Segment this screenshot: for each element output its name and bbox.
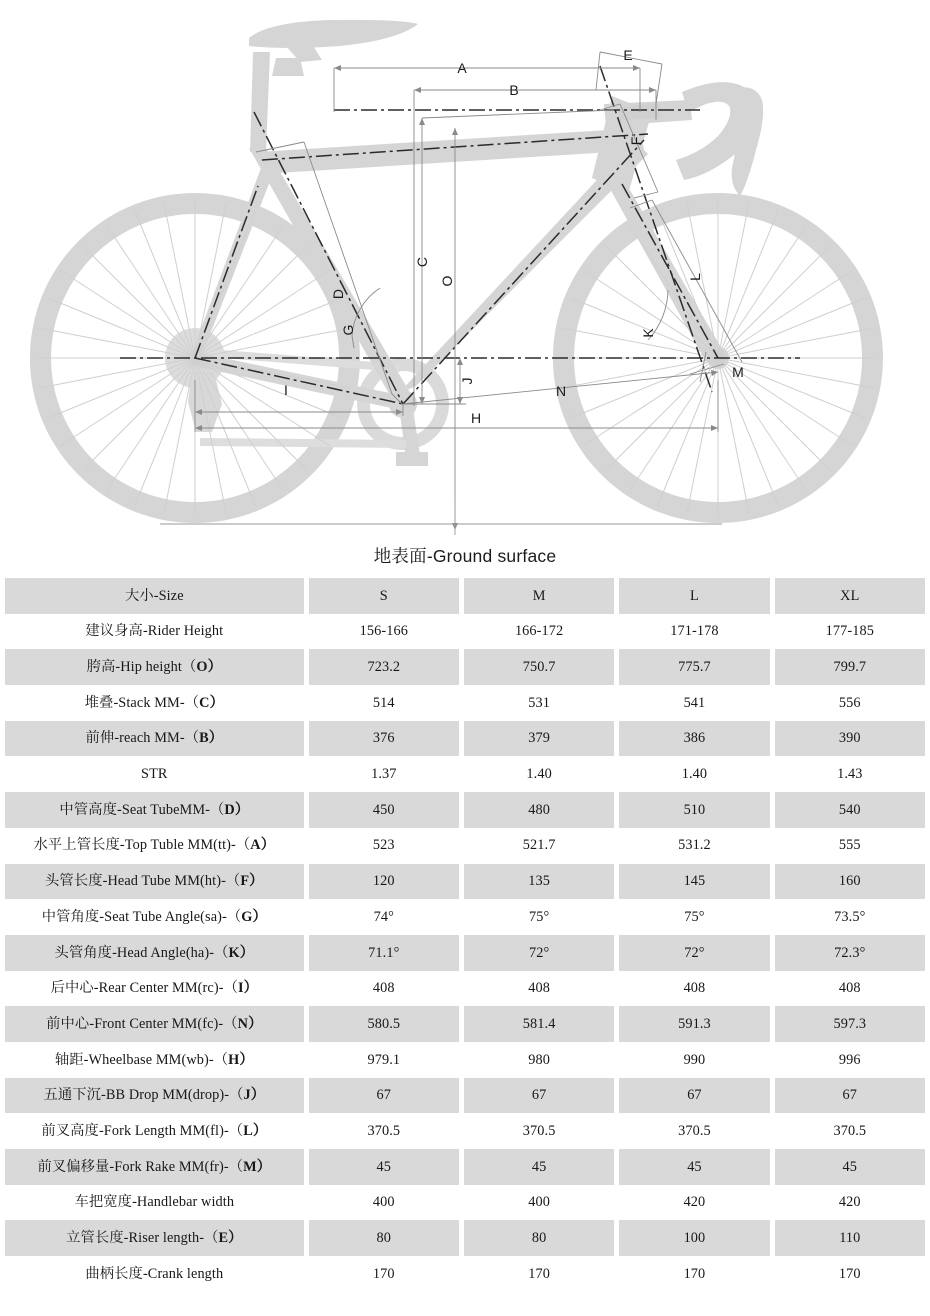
value-cell: 523 [309, 828, 459, 864]
row-label-cell: 前叉高度-Fork Length MM(fl)-（L） [5, 1113, 304, 1149]
value-cell: 531 [464, 685, 614, 721]
value-cell: 370.5 [309, 1113, 459, 1149]
value-cell: 45 [775, 1149, 925, 1185]
value-cell: 775.7 [619, 649, 769, 685]
table-row [5, 614, 925, 650]
table-row [5, 756, 925, 792]
dim-label-F: F [628, 136, 644, 146]
table-row [5, 792, 925, 828]
bicycle-geometry-diagram [0, 0, 930, 566]
value-cell: 370.5 [775, 1113, 925, 1149]
row-label-cell: 立管长度-Riser length-（E） [5, 1220, 304, 1256]
value-cell: 45 [309, 1149, 459, 1185]
dim-label-G: G [340, 324, 356, 336]
table-row [5, 1078, 925, 1114]
value-cell: 420 [775, 1185, 925, 1221]
row-label-cell: 大小-Size [5, 578, 304, 614]
value-cell: 80 [464, 1220, 614, 1256]
row-label-cell: 头管长度-Head Tube MM(ht)-（F） [5, 864, 304, 900]
row-label-cell: 建议身高-Rider Height [5, 614, 304, 650]
value-cell: 170 [619, 1256, 769, 1292]
value-cell: 408 [619, 971, 769, 1007]
value-cell: 996 [775, 1042, 925, 1078]
table-row [5, 828, 925, 864]
value-cell: 72.3° [775, 935, 925, 971]
value-cell: 541 [619, 685, 769, 721]
table-row [5, 1042, 925, 1078]
row-label-cell: 头管角度-Head Angle(ha)-（K） [5, 935, 304, 971]
row-label-cell: 五通下沉-BB Drop MM(drop)-（J） [5, 1078, 304, 1114]
value-cell: 67 [464, 1078, 614, 1114]
value-cell: 160 [775, 864, 925, 900]
table-row [5, 864, 925, 900]
table-row [5, 721, 925, 757]
dim-label-B: B [509, 82, 519, 98]
geometry-table [0, 578, 930, 1292]
row-label-cell: 堆叠-Stack MM-（C） [5, 685, 304, 721]
dim-label-J: J [459, 377, 475, 385]
row-label-cell: 中管高度-Seat TubeMM-（D） [5, 792, 304, 828]
size-column-header: M [464, 578, 614, 614]
geometry-table-body [5, 578, 925, 1292]
value-cell: 556 [775, 685, 925, 721]
value-cell: 75° [464, 899, 614, 935]
size-column-header: L [619, 578, 769, 614]
value-cell: 72° [619, 935, 769, 971]
value-cell: 408 [309, 971, 459, 1007]
value-cell: 73.5° [775, 899, 925, 935]
table-row [5, 899, 925, 935]
value-cell: 45 [464, 1149, 614, 1185]
dim-label-C: C [414, 256, 430, 268]
value-cell: 510 [619, 792, 769, 828]
value-cell: 990 [619, 1042, 769, 1078]
value-cell: 72° [464, 935, 614, 971]
table-row [5, 1256, 925, 1292]
value-cell: 555 [775, 828, 925, 864]
table-row [5, 1149, 925, 1185]
table-row [5, 1006, 925, 1042]
value-cell: 581.4 [464, 1006, 614, 1042]
value-cell: 390 [775, 721, 925, 757]
bike-silhouette-svg [0, 0, 930, 535]
dim-label-E: E [623, 47, 633, 63]
value-cell: 170 [309, 1256, 459, 1292]
row-label-cell: 前叉偏移量-Fork Rake MM(fr)-（M） [5, 1149, 304, 1185]
size-column-header: XL [775, 578, 925, 614]
value-cell: 723.2 [309, 649, 459, 685]
value-cell: 1.40 [464, 756, 614, 792]
table-row [5, 935, 925, 971]
value-cell: 379 [464, 721, 614, 757]
geometry-table-wrap [0, 578, 930, 1292]
value-cell: 980 [464, 1042, 614, 1078]
table-header-row [5, 578, 925, 614]
value-cell: 400 [309, 1185, 459, 1221]
dim-label-A: A [457, 60, 467, 76]
dim-label-O: O [439, 275, 455, 287]
value-cell: 1.37 [309, 756, 459, 792]
dim-label-D: D [330, 288, 346, 300]
row-label-cell: 轴距-Wheelbase MM(wb)-（H） [5, 1042, 304, 1078]
table-row [5, 1113, 925, 1149]
value-cell: 750.7 [464, 649, 614, 685]
row-label-cell: 中管角度-Seat Tube Angle(sa)-（G） [5, 899, 304, 935]
row-label-cell: 后中心-Rear Center MM(rc)-（I） [5, 971, 304, 1007]
ground-surface-label: 地表面-Ground surface [373, 545, 557, 566]
value-cell: 67 [619, 1078, 769, 1114]
value-cell: 580.5 [309, 1006, 459, 1042]
value-cell: 166-172 [464, 614, 614, 650]
value-cell: 156-166 [309, 614, 459, 650]
table-row [5, 971, 925, 1007]
value-cell: 170 [775, 1256, 925, 1292]
dimension-lines [160, 52, 742, 535]
value-cell: 591.3 [619, 1006, 769, 1042]
value-cell: 386 [619, 721, 769, 757]
value-cell: 400 [464, 1185, 614, 1221]
value-cell: 531.2 [619, 828, 769, 864]
row-label-cell: 曲柄长度-Crank length [5, 1256, 304, 1292]
value-cell: 370.5 [464, 1113, 614, 1149]
size-column-header: S [309, 578, 459, 614]
dim-label-L: L [687, 273, 703, 281]
dim-label-H: H [470, 410, 482, 426]
table-row [5, 1185, 925, 1221]
value-cell: 75° [619, 899, 769, 935]
dim-label-K: K [640, 328, 656, 338]
value-cell: 171-178 [619, 614, 769, 650]
value-cell: 170 [464, 1256, 614, 1292]
value-cell: 110 [775, 1220, 925, 1256]
value-cell: 408 [775, 971, 925, 1007]
value-cell: 1.40 [619, 756, 769, 792]
value-cell: 979.1 [309, 1042, 459, 1078]
row-label-cell: STR [5, 756, 304, 792]
row-label-cell: 前伸-reach MM-（B） [5, 721, 304, 757]
table-row [5, 649, 925, 685]
dim-label-I: I [284, 382, 288, 398]
row-label-cell: 前中心-Front Center MM(fc)-（N） [5, 1006, 304, 1042]
dim-label-N: N [555, 383, 567, 399]
value-cell: 480 [464, 792, 614, 828]
value-cell: 74° [309, 899, 459, 935]
row-label-cell: 车把宽度-Handlebar width [5, 1185, 304, 1221]
table-row [5, 1220, 925, 1256]
value-cell: 100 [619, 1220, 769, 1256]
value-cell: 420 [619, 1185, 769, 1221]
value-cell: 370.5 [619, 1113, 769, 1149]
value-cell: 45 [619, 1149, 769, 1185]
value-cell: 408 [464, 971, 614, 1007]
table-row [5, 685, 925, 721]
dim-label-M: M [732, 364, 744, 380]
value-cell: 376 [309, 721, 459, 757]
value-cell: 120 [309, 864, 459, 900]
value-cell: 67 [775, 1078, 925, 1114]
value-cell: 71.1° [309, 935, 459, 971]
value-cell: 1.43 [775, 756, 925, 792]
value-cell: 135 [464, 864, 614, 900]
value-cell: 80 [309, 1220, 459, 1256]
value-cell: 177-185 [775, 614, 925, 650]
value-cell: 521.7 [464, 828, 614, 864]
value-cell: 514 [309, 685, 459, 721]
value-cell: 540 [775, 792, 925, 828]
value-cell: 597.3 [775, 1006, 925, 1042]
row-label-cell: 胯高-Hip height（O） [5, 649, 304, 685]
value-cell: 67 [309, 1078, 459, 1114]
value-cell: 145 [619, 864, 769, 900]
value-cell: 450 [309, 792, 459, 828]
row-label-cell: 水平上管长度-Top Tuble MM(tt)-（A） [5, 828, 304, 864]
value-cell: 799.7 [775, 649, 925, 685]
ground-surface-label-wrap [0, 535, 930, 575]
